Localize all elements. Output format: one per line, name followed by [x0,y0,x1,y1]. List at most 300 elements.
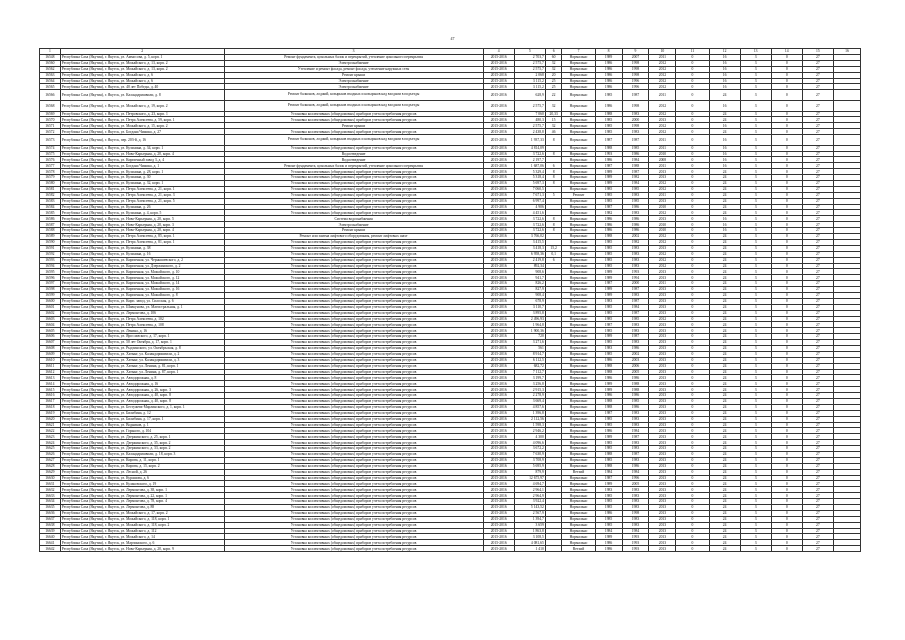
table-cell-col-4: 2015-2016 [483,145,514,151]
table-cell-col-9: 1983 [622,251,649,257]
table-cell-col-15: 27 [802,216,833,222]
table-cell-col-6: 0,1 [545,251,562,257]
table-cell-col-14: 0 [771,78,802,84]
table-cell-col-11: 0 [676,135,709,146]
table-cell-col-1: 16563 [40,72,61,78]
table-cell-col-13: 3 [740,287,771,293]
table-cell-col-13: 3 [740,316,771,322]
table-cell-col-4: 2015-2016 [483,157,514,163]
table-cell-col-13: 3 [740,275,771,281]
table-cell-col-15: 27 [802,210,833,216]
table-cell-col-9: 1987 [622,310,649,316]
table-cell-col-10: 2010 [649,151,676,157]
table-cell-col-10: 2013 [649,522,676,528]
table-cell-col-10: 2013 [649,287,676,293]
table-cell-col-5: 678,9 [514,298,545,304]
table-cell-col-10: 2012 [649,263,676,269]
table-cell-col-3: Водоотведение [224,151,483,157]
table-cell-col-14: 0 [771,404,802,410]
table-cell-col-11: 0 [676,340,709,346]
table-cell-col-13: 3 [740,334,771,340]
table-cell-col-7: Нормально [562,398,595,404]
table-cell-col-1: 16583 [40,198,61,204]
table-cell-col-13: 3 [740,251,771,257]
table-cell-col-7: Ветхий [562,546,595,552]
table-cell-col-8: 1989 [595,269,622,275]
table-cell-col-2: Республика Саха (Якутия), г. Якутск, ул. Кирпичная, ул. Можайского, д. 10 [60,269,224,275]
table-cell-col-15: 27 [802,316,833,322]
table-cell-col-8: 1987 [595,410,622,416]
table-cell-col-6: 60 [545,55,562,61]
table-cell-col-9: 1998 [622,72,649,78]
table-cell-col-14: 0 [771,228,802,234]
table-cell-col-7: Нормально [562,404,595,410]
table-cell-col-2: Республика Саха (Якутия), г. Якутск, ул. Хатынг, ул. Ленина, д. 87, корп. 1 [60,369,224,375]
table-cell-col-3: Установка коллективных (общедомовых) приборов учета потребления ресурсов [224,239,483,245]
table-cell-col-14: 0 [771,357,802,363]
table-cell-col-4: 2015-2016 [483,66,514,72]
table-cell-col-13: 3 [740,463,771,469]
table-cell-col-6 [545,546,562,552]
table-cell-col-8: 1985 [595,499,622,505]
table-cell-col-5: 4 814,09 [514,145,545,151]
table-cell-col-7: Нормально [562,90,595,101]
table-cell-col-5: 3 659 [514,522,545,528]
table-cell-col-12: 24 [709,381,740,387]
table-cell-col-5: 6 112,5 [514,357,545,363]
table-cell-col-4: 2015-2016 [483,446,514,452]
table-cell-col-11: 0 [676,510,709,516]
table-cell-col-3: Ремонт или замена лифтового оборудования, ремонт лифтовых шахт [224,234,483,240]
table-cell-col-7: Нормально [562,298,595,304]
table-cell-col-13: 3 [740,169,771,175]
table-cell-col-12: 24 [709,463,740,469]
table-cell-col-11: 0 [676,469,709,475]
table-cell-col-14: 0 [771,275,802,281]
table-cell-col-5: 4 857,6 [514,404,545,410]
table-cell-col-10: 2013 [649,310,676,316]
table-cell-col-15: 27 [802,198,833,204]
table-cell-col-15: 27 [802,192,833,198]
table-cell-col-10: 2013 [649,304,676,310]
table-cell-col-3: Ремонт крыши [224,228,483,234]
table-cell-col-15: 27 [802,404,833,410]
table-cell-col-14: 0 [771,66,802,72]
table-cell-col-9: 1987 [622,90,649,101]
table-cell-col-10: 2011 [649,192,676,198]
table-cell-col-11: 0 [676,375,709,381]
table-cell-col-15: 27 [802,546,833,552]
table-cell-col-4: 2015-2016 [483,239,514,245]
table-cell-col-14: 0 [771,135,802,146]
table-cell-col-14: 0 [771,175,802,181]
table-cell-col-14: 0 [771,129,802,135]
table-cell-col-6: 20 [545,72,562,78]
table-cell-col-1: 16571 [40,123,61,129]
table-cell-col-12: 24 [709,363,740,369]
table-cell-col-14: 0 [771,363,802,369]
table-cell-col-2: Республика Саха (Якутия), г. Якутск, ул. Горького, д. 104 [60,428,224,434]
table-cell-col-12: 24 [709,393,740,399]
table-cell-col-5: 2 575,7 [514,100,545,111]
table-cell-col-12: 24 [709,111,740,117]
table-cell-col-12: 24 [709,416,740,422]
table-cell-col-4: 2015-2016 [483,416,514,422]
table-cell-col-3: Установка коллективных (общедомовых) приборов учета потребления ресурсов [224,198,483,204]
table-cell-col-8: 1985 [595,257,622,263]
table-cell-col-8: 1986 [595,222,622,228]
table-cell-col-14: 0 [771,239,802,245]
table-cell-col-6: 6 [545,163,562,169]
table-cell-col-8: 1983 [595,487,622,493]
table-cell-col-10: 2013 [649,540,676,546]
table-cell-col-9: 1998 [622,66,649,72]
table-cell-col-10: 2013 [649,463,676,469]
table-cell-col-14: 0 [771,263,802,269]
table-cell-col-13: 3 [740,328,771,334]
table-cell-col-11: 0 [676,228,709,234]
table-cell-col-13: 3 [740,516,771,522]
table-cell-col-4: 2015-2016 [483,522,514,528]
table-cell-col-11: 0 [676,66,709,72]
table-cell-col-10: 2013 [649,505,676,511]
table-cell-col-11: 0 [676,216,709,222]
table-cell-col-6: 20,33 [545,111,562,117]
table-cell-col-5: 908,6 [514,269,545,275]
table-cell-col-7: Нормально [562,163,595,169]
table-cell-col-3: Установка коллективных (общедомовых) приборов учета потребления ресурсов [224,251,483,257]
table-cell-col-5: 941,7 [514,275,545,281]
column-header-15: 15 [802,49,833,55]
table-cell-col-8: 1985 [595,457,622,463]
table-cell-col-15: 27 [802,257,833,263]
table-cell-col-15: 27 [802,304,833,310]
table-cell-col-5: 3 922,4 [514,499,545,505]
table-cell-col-6: 8 [545,216,562,222]
table-cell-col-4: 2015-2016 [483,510,514,516]
table-cell-col-1: 16593 [40,257,61,263]
table-cell-col-1: 16618 [40,404,61,410]
table-cell-col-9: 1987 [622,298,649,304]
table-cell-col-3: Установка коллективных (общедомовых) приборов учета потребления ресурсов [224,487,483,493]
table-cell-col-5: 1 396,8 [514,410,545,416]
table-cell-col-10: 2013 [649,475,676,481]
table-cell-col-3: Установка коллективных (общедомовых) приборов учета потребления ресурсов [224,169,483,175]
table-cell-col-11: 0 [676,446,709,452]
table-cell-col-5: 2 964,1 [514,487,545,493]
table-cell-col-15: 27 [802,393,833,399]
table-cell-col-5: 5 329,4 [514,169,545,175]
table-cell-col-12: 24 [709,234,740,240]
table-cell-col-12: 24 [709,540,740,546]
table-cell-col-15: 27 [802,534,833,540]
table-cell-col-4: 2015-2016 [483,228,514,234]
table-cell-col-10: 2013 [649,381,676,387]
table-cell-col-5: 3 766,02 [514,234,545,240]
table-cell-col-12: 24 [709,192,740,198]
table-cell-col-3: Установка коллективных (общедомовых) приборов учета потребления ресурсов [224,528,483,534]
table-cell-col-10: 2013 [649,328,676,334]
table-cell-col-13: 3 [740,84,771,90]
table-cell-col-5: 2 703,7 [514,55,545,61]
table-cell-col-12: 24 [709,257,740,263]
table-cell-col-1: 16624 [40,440,61,446]
table-cell-col-13: 3 [740,457,771,463]
table-cell-col-5: 4 694,7 [514,481,545,487]
table-cell-col-8: 1989 [595,275,622,281]
table-cell-col-11: 0 [676,251,709,257]
table-cell-col-5: 480,3 [514,117,545,123]
table-cell-col-3: Установка коллективных (общедомовых) приборов учета потребления ресурсов [224,111,483,117]
table-cell-col-4: 2015-2016 [483,257,514,263]
table-cell-col-1: 16607 [40,340,61,346]
table-cell-col-3: Ремонт фундамента, цокольных балок и перекрытий, утепление цокольного перекрытия [224,55,483,61]
table-cell-col-6: 8 [545,169,562,175]
table-cell-col-2: Республика Саха (Якутия), г. Якутск, ул. Лермонтова, д. 106 [60,310,224,316]
table-cell-col-12: 24 [709,457,740,463]
table-cell-col-11: 0 [676,422,709,428]
table-cell-col-2: Республика Саха (Якутия), г. Якутск, ул. Кузьмина, д. 32, корп. 1 [60,181,224,187]
table-cell-col-1: 16568 [40,100,61,111]
table-cell-col-9: 1984 [622,528,649,534]
table-cell-col-14: 0 [771,387,802,393]
table-cell-col-1: 16577 [40,163,61,169]
table-cell-col-10: 2012 [649,239,676,245]
table-cell-col-7: Нормально [562,475,595,481]
table-cell-col-5: 561 [514,345,545,351]
table-cell-col-13: 3 [740,72,771,78]
table-cell-col-13: 3 [740,499,771,505]
table-cell-col-15: 27 [802,493,833,499]
table-cell-col-10: 2013 [649,428,676,434]
table-cell-col-14: 0 [771,452,802,458]
table-cell-col-9: 1983 [622,522,649,528]
table-cell-col-2: Республика Саха (Якутия), г. Якутск, ул. Богдана Чижика, д. 27 [60,129,224,135]
table-cell-col-15: 27 [802,181,833,187]
table-cell-col-9: 1983 [622,210,649,216]
table-cell-col-2: Республика Саха (Якутия), г. Якутск, ул. 40 лет Победы, д. 40 [60,84,224,90]
table-cell-col-11: 0 [676,111,709,117]
table-cell-col-4: 2015-2016 [483,457,514,463]
table-cell-col-2: Республика Саха (Якутия), г. Якутск, ул. Марчинского, д. 6 [60,540,224,546]
table-cell-col-5: 3 895,8 [514,310,545,316]
table-cell-col-13: 3 [740,481,771,487]
table-cell-col-14: 0 [771,428,802,434]
table-cell-col-9: 1983 [622,493,649,499]
table-cell-col-7: Нормально [562,181,595,187]
table-cell-col-11: 0 [676,322,709,328]
table-cell-col-5: 3 672,2 [514,446,545,452]
table-cell-col-12: 24 [709,469,740,475]
table-cell-col-1: 16632 [40,487,61,493]
table-cell-col-3: Установка коллективных (общедомовых) приборов учета потребления ресурсов [224,422,483,428]
table-cell-col-11: 0 [676,151,709,157]
table-cell-col-1: 16578 [40,169,61,175]
table-cell-col-1: 16603 [40,316,61,322]
table-cell-col-12: 24 [709,298,740,304]
table-cell-col-7: Нормально [562,434,595,440]
table-cell-col-2: Республика Саха (Якутия), г. Якутск, ул. Петра Алексеева, д. 21, корп. 1 [60,186,224,192]
table-cell-col-9: 1983 [622,340,649,346]
table-cell-col-7: Нормально [562,310,595,316]
table-cell-col-5: 892,34 [514,263,545,269]
table-cell-col-2: Республика Саха (Якутия), г. Якутск, ул. Кирпичный завод 3, д. 4 [60,157,224,163]
table-cell-col-13: 3 [740,363,771,369]
table-cell-col-7: Нормально [562,78,595,84]
table-cell-col-14: 0 [771,287,802,293]
table-cell-col-9: 1983 [622,446,649,452]
table-cell-col-8: 1985 [595,351,622,357]
table-cell-col-8: 1988 [595,234,622,240]
table-cell-col-15: 27 [802,310,833,316]
table-cell-col-2: Республика Саха (Якутия), г. Якутск, ул. Кирова, д. 11, корп. 1 [60,457,224,463]
table-cell-col-10: 2013 [649,393,676,399]
table-cell-col-7: Нормально [562,328,595,334]
table-cell-col-9: 1987 [622,169,649,175]
table-cell-col-2: Республика Саха (Якутия), г. Якутск, ул. Хатынг, ул. Каландаришвили, д. 3 [60,357,224,363]
table-cell-col-13: 3 [740,192,771,198]
table-cell-col-15: 27 [802,528,833,534]
table-cell-col-15: 27 [802,457,833,463]
table-cell-col-14: 0 [771,269,802,275]
table-cell-col-8: 1987 [595,135,622,146]
table-cell-col-10: 2012 [649,100,676,111]
table-cell-col-1: 16605 [40,328,61,334]
table-cell-col-8: 1986 [595,375,622,381]
table-cell-col-11: 0 [676,398,709,404]
table-cell-col-4: 2015-2016 [483,422,514,428]
table-cell-col-10: 2013 [649,334,676,340]
table-cell-col-2: Республика Саха (Якутия), г. Якутск, ул. Можайского, д. 6 [60,72,224,78]
table-cell-col-13: 3 [740,393,771,399]
table-cell-col-3: Установка коллективных (общедомовых) приборов учета потребления ресурсов [224,481,483,487]
table-cell-col-5: 628,9 [514,90,545,101]
table-cell-col-13: 3 [740,540,771,546]
table-cell-col-2: Республика Саха (Якутия), г. Якутск, ул. Автодорожная, д. 40, корп. 8 [60,398,224,404]
table-cell-col-4: 2015-2016 [483,192,514,198]
table-cell-col-14: 0 [771,393,802,399]
table-cell-col-12: 24 [709,117,740,123]
table-cell-col-3: Ремонт крыши [224,72,483,78]
table-cell-col-2: Республика Саха (Якутия), г. Якутск, ул. Ново-Карьерная, д. 20, корп. 4 [60,228,224,234]
table-cell-col-1: 16585 [40,210,61,216]
table-cell-col-7: Нормально [562,175,595,181]
table-cell-col-1: 16594 [40,263,61,269]
table-cell-col-11: 0 [676,428,709,434]
table-cell-col-14: 0 [771,440,802,446]
table-cell-col-2: Республика Саха (Якутия), г. Якутск, ул. Автодорожная, д. 40, корп. 8 [60,393,224,399]
table-cell-col-9: 1984 [622,304,649,310]
table-cell-col-13: 3 [740,475,771,481]
table-cell-col-15: 27 [802,151,833,157]
table-cell-col-7: Нормально [562,322,595,328]
table-cell-col-3: Установка коллективных (общедомовых) приборов учета потребления ресурсов [224,434,483,440]
table-cell-col-10: 2013 [649,528,676,534]
table-cell-col-5: 3 110,7 [514,304,545,310]
table-cell-col-7: Нормально [562,222,595,228]
table-cell-col-5: 4 081,65 [514,540,545,546]
table-cell-col-5: 3 722,6 [514,216,545,222]
table-cell-col-10: 2013 [649,292,676,298]
table-cell-col-3: Установка коллективных (общедомовых) приборов учета потребления ресурсов [224,316,483,322]
table-cell-col-13: 3 [740,135,771,146]
table-cell-col-4: 2015-2016 [483,129,514,135]
table-cell-col-9: 1996 [622,475,649,481]
table-cell-col-9: 1983 [622,245,649,251]
table-cell-col-10: 2013 [649,269,676,275]
table-cell-col-2: Республика Саха (Якутия), г. Якутск, ул. Можайского, д. 13, корп. 2 [60,60,224,66]
table-cell-col-11: 0 [676,100,709,111]
table-cell-col-11: 0 [676,281,709,287]
table-cell-col-3: Установка коллективных (общедомовых) приборов учета потребления ресурсов [224,245,483,251]
table-cell-col-14: 0 [771,434,802,440]
table-cell-col-13: 3 [740,198,771,204]
table-cell-col-13: 3 [740,505,771,511]
table-cell-col-12: 16 [709,157,740,163]
table-cell-col-11: 0 [676,175,709,181]
table-cell-col-2: Республика Саха (Якутия), г. Якутск, ул. Каландаришвили, д. 8 [60,90,224,101]
table-cell-col-13: 3 [740,281,771,287]
table-cell-col-14: 0 [771,204,802,210]
table-cell-col-4: 2015-2016 [483,393,514,399]
table-cell-col-7: Нормально [562,387,595,393]
page-number: 47 [450,36,455,41]
table-cell-col-6: 25 [545,84,562,90]
table-cell-col-13: 3 [740,452,771,458]
table-cell-col-15: 27 [802,269,833,275]
table-cell-col-9: 2003 [622,357,649,363]
table-cell-col-8: 1988 [595,463,622,469]
table-cell-col-14: 0 [771,422,802,428]
table-cell-col-15: 27 [802,292,833,298]
table-cell-col-4: 2015-2016 [483,135,514,146]
table-cell-col-7: Нормально [562,234,595,240]
table-cell-col-12: 24 [709,528,740,534]
table-cell-col-2: Республика Саха (Якутия), г. Якутск, ул. Билибина, д. 12 [60,410,224,416]
table-cell-col-2: Республика Саха (Якутия), г. Якутск, ул. Ярославского, д. 17, корп. 1 [60,334,224,340]
table-cell-col-13: 3 [740,446,771,452]
table-cell-col-15: 27 [802,245,833,251]
table-cell-col-7: Нормально [562,316,595,322]
table-cell-col-14: 0 [771,210,802,216]
table-cell-col-3: Установка коллективных (общедомовых) приборов учета потребления ресурсов [224,310,483,316]
table-cell-col-13: 3 [740,369,771,375]
table-cell-col-3: Установка коллективных (общедомовых) приборов учета потребления ресурсов [224,452,483,458]
table-cell-col-2: Республика Саха (Якутия), г. Якутск, ул. Хатынг, ул. Каландаришвили, д. 2 [60,351,224,357]
table-cell-col-1: 16637 [40,516,61,522]
table-cell-col-14: 0 [771,157,802,163]
table-cell-col-3: Установка коллективных (общедомовых) приборов учета потребления ресурсов [224,340,483,346]
table-cell-col-12: 24 [709,546,740,552]
table-cell-col-4: 2015-2016 [483,516,514,522]
table-cell-col-2: Республика Саха (Якутия), г. Якутск, ул. Дзержинского, д. 25, корп. 1 [60,434,224,440]
table-cell-col-9: 2000 [622,117,649,123]
table-cell-col-12: 24 [709,310,740,316]
table-cell-col-13: 3 [740,239,771,245]
table-cell-col-8: 1987 [595,475,622,481]
table-cell-col-3: Электроснабжение [224,78,483,84]
table-cell-col-11: 0 [676,186,709,192]
table-cell-col-2: Республика Саха (Якутия), г. Якутск, ул. Автодорожная, д. 16 [60,381,224,387]
table-cell-col-2: Республика Саха (Якутия), г. Якутск, ул. Кирпичная, ул. Чернышевского, д. 2 [60,257,224,263]
table-cell-col-2: Республика Саха (Якутия), г. Якутск, ул. Кулаковского, д. 19 [60,481,224,487]
table-cell-col-11: 0 [676,540,709,546]
table-cell-col-9: 1996 [622,78,649,84]
table-cell-col-4: 2015-2016 [483,216,514,222]
table-cell-col-2: Республика Саха (Якутия), г. Якутск, ул. Можайского, д. 14 [60,534,224,540]
table-cell-col-14: 0 [771,463,802,469]
table-cell-col-15: 27 [802,516,833,522]
